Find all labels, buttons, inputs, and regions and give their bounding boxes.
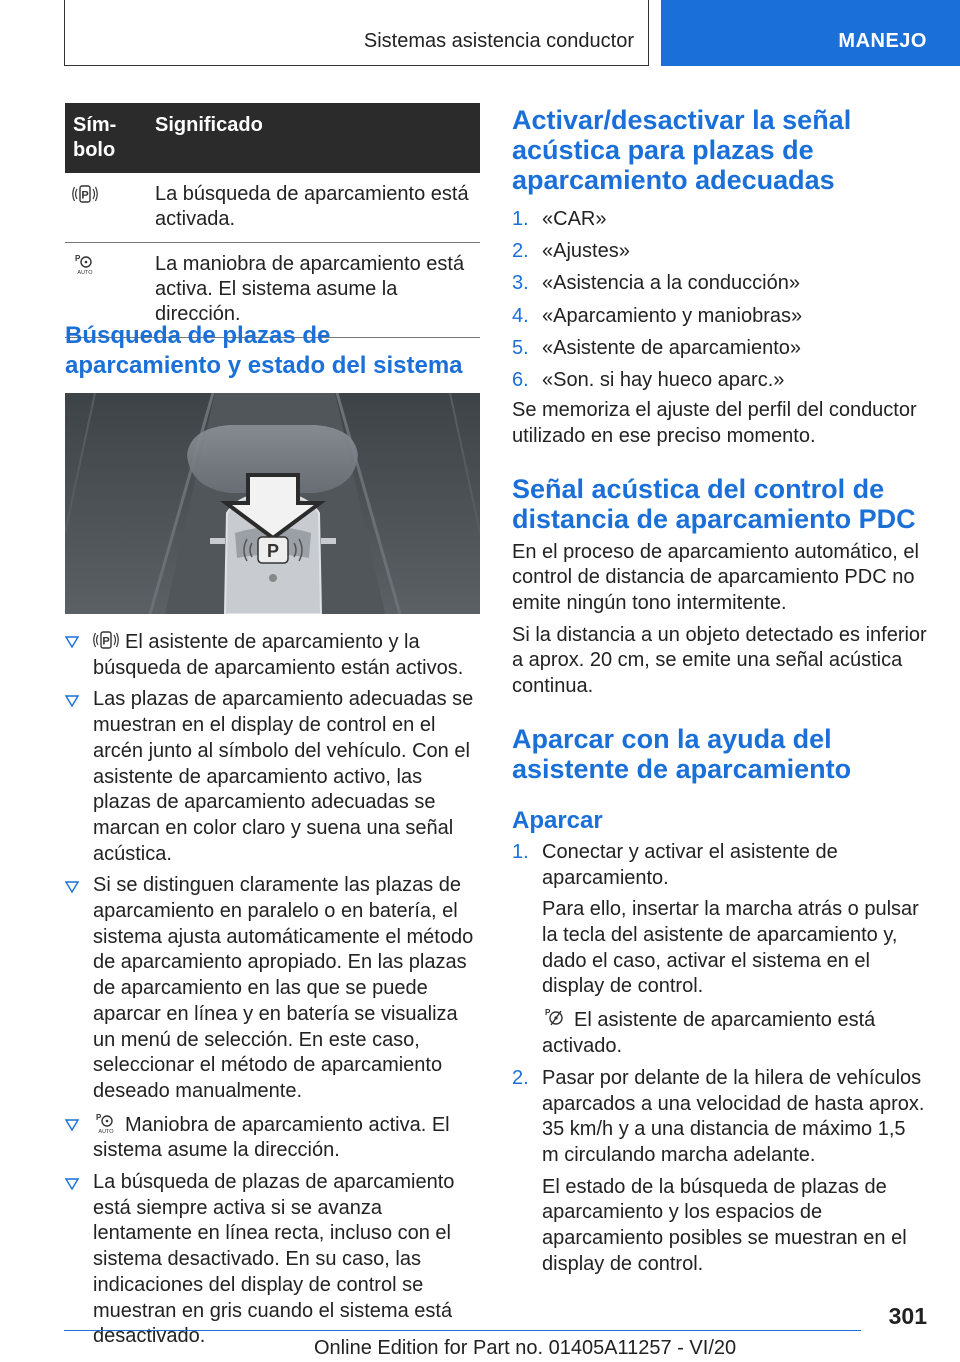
parking-auto-icon bbox=[72, 252, 98, 276]
svg-text:AUTO: AUTO bbox=[98, 1128, 114, 1135]
page-number: 301 bbox=[888, 1303, 927, 1329]
triangle-bullet-icon bbox=[65, 1114, 79, 1134]
step-number: 1. bbox=[512, 840, 529, 863]
paragraph: En el proceso de aparcamiento automático, el control de distancia de aparcamiento PDC no emite ningún tono intermitente. bbox=[512, 540, 919, 615]
symbol-table bbox=[65, 103, 480, 338]
bullet-text: El asistente de aparcamiento y la búsqueda de aparcamiento están activos. bbox=[93, 631, 464, 679]
step-text: «Ajustes» bbox=[542, 240, 630, 263]
footer-edition: Online Edition for Part no. 01405A11257 - VI/20 bbox=[314, 1337, 737, 1359]
table-header-meaning: Significado bbox=[155, 114, 263, 136]
section-heading: Activar/desactivar la señal acústica para plazas de aparcamiento adecuadas bbox=[512, 105, 852, 195]
paragraph: Si la distancia a un objeto detectado es inferior a aprox. 20 cm, se emite una señal acústica continua. bbox=[512, 623, 927, 698]
triangle-bullet-icon bbox=[65, 631, 79, 651]
step-number: 4. bbox=[512, 304, 529, 327]
parking-steps-list bbox=[512, 840, 927, 1278]
table-header-row bbox=[65, 103, 480, 173]
list-item bbox=[65, 628, 480, 681]
svg-text:P: P bbox=[266, 541, 280, 561]
parking-assistant-icon bbox=[72, 182, 98, 206]
list-item bbox=[512, 1066, 927, 1278]
step-number: 2. bbox=[512, 240, 529, 263]
step-number: 5. bbox=[512, 336, 529, 359]
left-column bbox=[65, 103, 480, 1348]
footer-rule bbox=[64, 1330, 861, 1331]
page-header bbox=[64, 0, 960, 66]
list-item bbox=[65, 687, 480, 867]
section-title: Sistemas asistencia conductor bbox=[363, 30, 634, 52]
step-detail-with-icon bbox=[542, 1006, 927, 1059]
bullet-text: Si se distinguen claramente las plazas de aparcamiento en paralelo o en batería, el sistema ajusta automáticamente el método de aparcamiento apropiado. En las plazas de aparcamiento en las que se puede aparcar en línea y en batería se visualiza un menú de selección. En este caso, seleccionar el método de aparcamiento deseado manualmente. bbox=[93, 874, 474, 1102]
step-text: Pasar por delante de la hilera de vehículos aparcados a una velocidad de hasta aprox. 35 km/h y a una distancia de máximo 1,5 m circulando marcha adelante. bbox=[542, 1066, 925, 1167]
step-number: 6. bbox=[512, 369, 529, 392]
list-item bbox=[65, 873, 480, 1104]
status-bullet-list bbox=[65, 628, 480, 1356]
bullet-text: La búsqueda de plazas de aparcamiento está siempre activa si se avanza lentamente en línea recta, incluso con el sistema desactivado. En su caso, las indicaciones del display de control se muestran en gris cuando el sistema está desactivado. bbox=[93, 1171, 455, 1348]
subsection-heading: Aparcar bbox=[512, 806, 603, 834]
list-item bbox=[512, 336, 927, 362]
step-text: «Son. si hay hueco aparc.» bbox=[542, 369, 785, 392]
step-detail: El estado de la búsqueda de plazas de aparcamiento y los espacios de aparcamiento posibles se muestran en el display de control. bbox=[542, 1175, 907, 1275]
table-cell-meaning: La búsqueda de aparcamiento está activada. bbox=[147, 173, 480, 243]
svg-text:P: P bbox=[81, 189, 89, 202]
step-number: 1. bbox=[512, 208, 529, 230]
svg-text:P: P bbox=[75, 254, 81, 263]
list-item bbox=[512, 304, 927, 330]
parking-assistant-icon bbox=[93, 628, 119, 652]
section-heading: Señal acústica del control de distancia de aparcamiento PDC bbox=[512, 473, 916, 534]
svg-text:P: P bbox=[545, 1008, 551, 1018]
list-item bbox=[65, 1111, 480, 1164]
step-text: Conectar y activar el asistente de aparcamiento. bbox=[542, 840, 838, 889]
step-detail-text: El asistente de aparcamiento está activado. bbox=[542, 1009, 876, 1057]
table-row bbox=[65, 173, 480, 243]
step-number: 2. bbox=[512, 1066, 529, 1089]
svg-text:P: P bbox=[96, 1112, 102, 1122]
list-item bbox=[65, 1170, 480, 1350]
step-text: «CAR» bbox=[542, 208, 607, 230]
svg-text:AUTO: AUTO bbox=[77, 270, 93, 276]
menu-steps-list bbox=[512, 207, 927, 394]
triangle-bullet-icon bbox=[65, 1173, 79, 1193]
step-detail: Para ello, insertar la marcha atrás o pulsar la tecla del asistente de aparcamiento y, dado el caso, activar el sistema en el display de control. bbox=[542, 898, 919, 998]
triangle-bullet-icon bbox=[65, 876, 79, 896]
chapter-tab-label: MANEJO bbox=[838, 30, 927, 52]
triangle-bullet-icon bbox=[65, 690, 79, 710]
section-heading: Búsqueda de plazas de aparcamiento y estado del sistema bbox=[65, 322, 463, 379]
section-heading: Aparcar con la ayuda del asistente de aparcamiento bbox=[512, 723, 852, 784]
step-text: «Aparcamiento y maniobras» bbox=[542, 304, 803, 327]
list-item bbox=[512, 239, 927, 265]
list-item bbox=[512, 840, 927, 1060]
svg-text:P: P bbox=[102, 635, 110, 648]
parking-display-illustration bbox=[65, 393, 480, 614]
table-header-symbol: Sím- bolo bbox=[73, 114, 117, 161]
section-title-box bbox=[64, 0, 649, 66]
paragraph: Se memoriza el ajuste del perfil del conductor utilizado en ese preciso momento. bbox=[512, 399, 917, 447]
right-column bbox=[512, 103, 927, 1284]
list-item bbox=[512, 207, 927, 233]
parking-display-image bbox=[65, 393, 480, 614]
list-item bbox=[512, 271, 927, 297]
parking-assistant-active-icon bbox=[542, 1006, 568, 1030]
chapter-tab[interactable] bbox=[661, 0, 960, 66]
step-number: 3. bbox=[512, 272, 529, 295]
step-text: «Asistencia a la conducción» bbox=[542, 272, 800, 295]
bullet-text: Maniobra de aparcamiento activa. El sistema asume la dirección. bbox=[93, 1113, 450, 1162]
table-cell-meaning: La maniobra de aparcamiento está activa. El sistema asume la dirección. bbox=[147, 243, 480, 338]
list-item bbox=[512, 368, 927, 394]
parking-auto-icon bbox=[93, 1111, 119, 1135]
step-text: «Asistente de aparcamiento» bbox=[542, 336, 802, 359]
bullet-text: Las plazas de aparcamiento adecuadas se muestran en el display de control en el arcén junto al símbolo del vehículo. Con el asistente de aparcamiento activo, las plazas de aparcamiento adecuadas se marcan en color claro y suena una señal acústica. bbox=[93, 688, 474, 865]
